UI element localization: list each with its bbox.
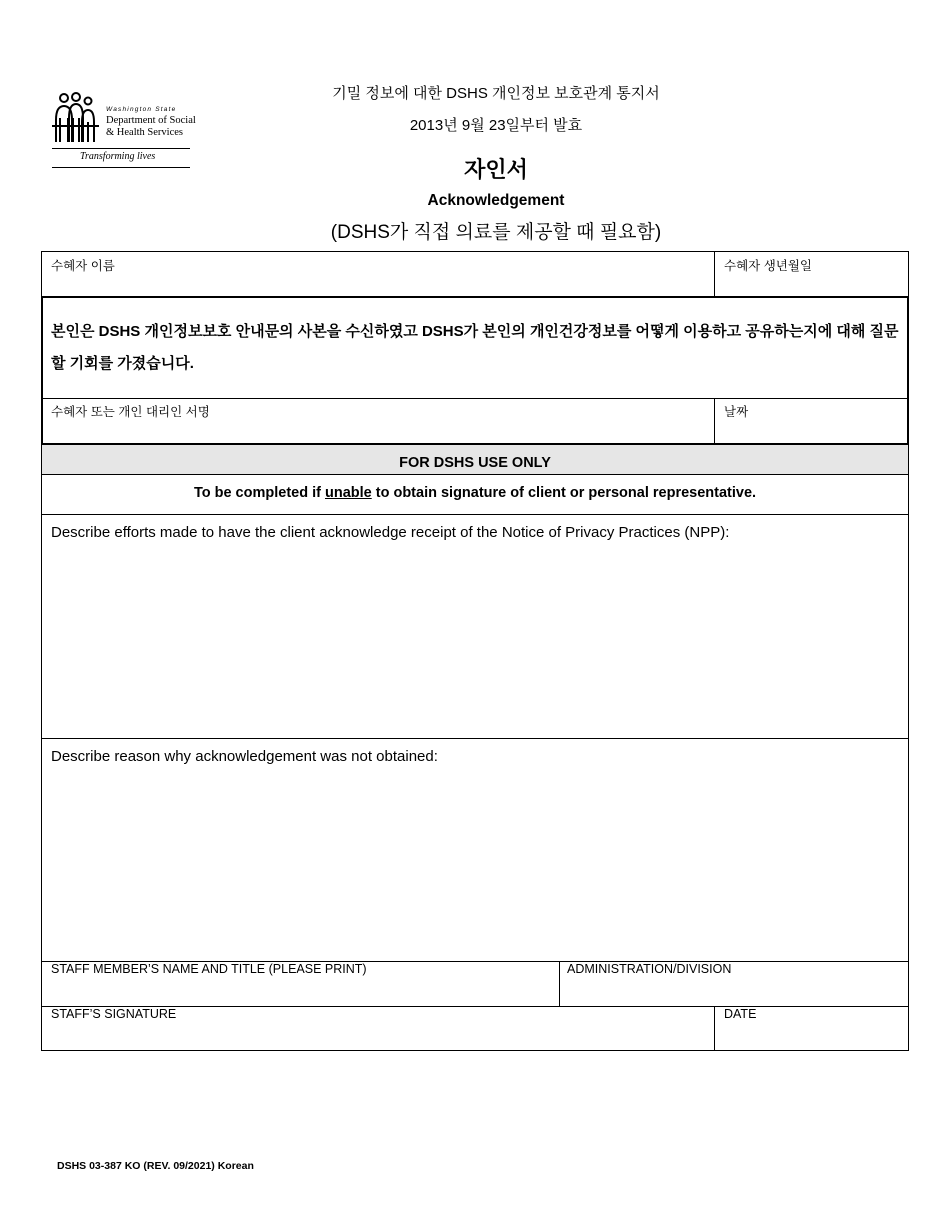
efforts-field[interactable]: [45, 548, 905, 733]
client-dob-field[interactable]: [719, 272, 904, 294]
client-date-label: 날짜: [724, 405, 749, 419]
notice-title: 기밀 정보에 대한 DSHS 개인정보 보호관계 통지서: [332, 85, 660, 102]
signature-row-divider: [714, 398, 715, 444]
staff-row-divider: [559, 961, 560, 1006]
dshs-use-only-bar: FOR DSHS USE ONLY: [41, 444, 909, 475]
instruction-text-before: To be completed if: [193, 485, 325, 501]
acknowledgement-statement: 본인은 DSHS 개인정보보호 안내문의 사본을 수신하였고 DSHS가 본인의 개인건강정보를 어떻게 이용하고 공유하는지에 대해 질문할 기회를 가졌습니다.: [51, 323, 899, 372]
staff-date-field[interactable]: [719, 1025, 904, 1047]
client-signature-field[interactable]: [45, 419, 709, 441]
staff-date-label: DATE: [724, 1007, 757, 1021]
statement-divider: [42, 398, 908, 399]
instruction-underlined: unable: [324, 485, 372, 501]
reason-field[interactable]: [45, 772, 905, 956]
administration-label: ADMINISTRATION/DIVISION: [567, 962, 732, 976]
logo-tagline: Transforming lives: [80, 151, 156, 162]
client-date-field[interactable]: [719, 419, 904, 441]
completion-instruction: [41, 485, 909, 501]
client-name-label: 수혜자 이름: [51, 259, 115, 273]
staff-name-label: STAFF MEMBER’S NAME AND TITLE (PLEASE PRINT): [51, 962, 367, 976]
logo-rule-top: [52, 148, 190, 149]
efforts-divider: [41, 738, 909, 739]
client-row-divider: [714, 251, 715, 298]
form-id: DSHS 03-387 KO (REV. 09/2021) Korean: [57, 1160, 254, 1172]
client-dob-label: 수혜자 생년월일: [724, 259, 812, 273]
logo-dept-line2: & Health Services: [106, 127, 183, 138]
effective-date: 2013년 9월 23일부터 발효: [409, 117, 583, 134]
administration-field[interactable]: [563, 980, 904, 1002]
reason-label: Describe reason why acknowledgement was not obtained:: [51, 748, 438, 765]
page-subtitle: Acknowledgement: [427, 192, 565, 209]
logo-dept-line1: Department of Social: [106, 115, 196, 126]
staff-signature-row-divider: [714, 1006, 715, 1051]
client-name-field[interactable]: [45, 272, 709, 294]
client-signature-label: 수혜자 또는 개인 대리인 서명: [51, 405, 210, 419]
efforts-label: Describe efforts made to have the client acknowledge receipt of the Notice of Privacy Practices (NPP):: [51, 524, 730, 541]
staff-signature-field[interactable]: [45, 1025, 710, 1047]
instruction-text-after: to obtain signature of client or personal representative.: [371, 485, 757, 501]
instruction-divider: [41, 514, 909, 515]
staff-signature-label: STAFF’S SIGNATURE: [51, 1007, 177, 1021]
logo-state-text: Washington State: [106, 106, 177, 113]
page-title: 자인서: [464, 157, 528, 182]
staff-name-field[interactable]: [45, 980, 555, 1002]
requirement-note: (DSHS가 직접 의료를 제공할 때 필요함): [330, 222, 662, 243]
